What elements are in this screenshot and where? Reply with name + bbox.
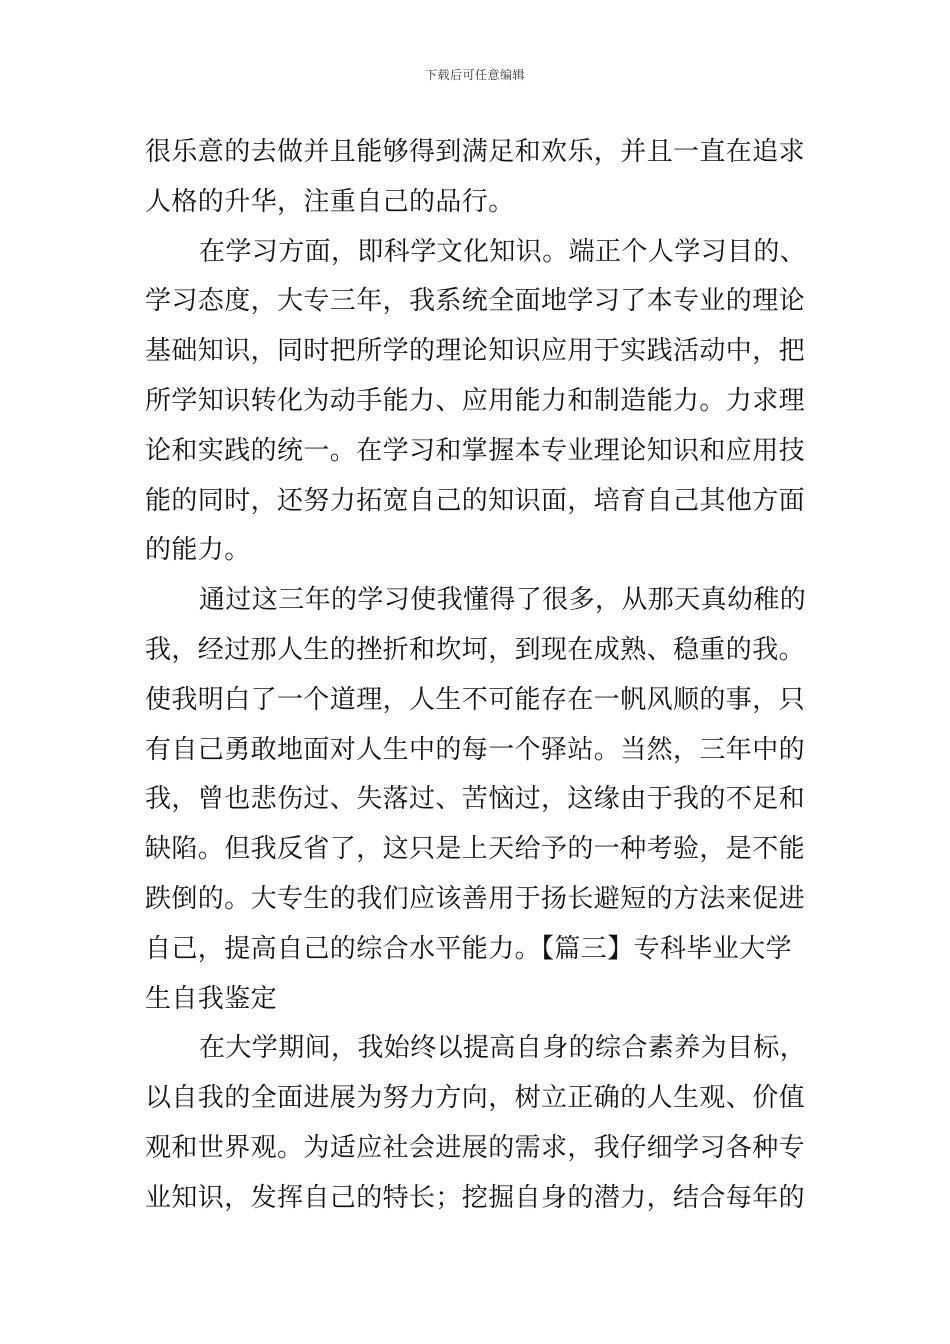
text-line: 生自我鉴定 <box>145 983 278 1014</box>
text-line: 所学知识转化为动手能力、应用能力和制造能力。力求理 <box>145 385 806 416</box>
text-line: 自己，提高自己的综合水平能力。【篇三】专科毕业大学 <box>145 933 793 964</box>
text-line: 我，曾也悲伤过、失落过、苦恼过，这缘由于我的不足和 <box>145 784 806 815</box>
text-line: 有自己勇敢地面对人生中的每一个驿站。当然，三年中的 <box>145 734 806 765</box>
text-line: 人格的升华，注重自己的品行。 <box>145 186 515 217</box>
text-line: 跌倒的。大专生的我们应该善用于扬长避短的方法来促进 <box>145 883 806 914</box>
document-body <box>145 128 809 1224</box>
page-header-note: 下载后可任意编辑 <box>424 68 525 82</box>
text-line: 基础知识，同时把所学的理论知识应用于实践活动中，把 <box>145 336 806 367</box>
text-line: 学习态度，大专三年，我系统全面地学习了本专业的理论 <box>145 286 806 317</box>
text-line: 业知识，发挥自己的特长；挖掘自身的潜力，结合每年的 <box>145 1182 806 1213</box>
text-line: 论和实践的统一。在学习和掌握本专业理论知识和应用技 <box>145 435 806 466</box>
text-line: 在大学期间，我始终以提高自身的综合素养为目标， <box>199 1033 807 1064</box>
text-line: 在学习方面，即科学文化知识。端正个人学习目的、 <box>199 236 807 267</box>
text-line: 缺陷。但我反省了，这只是上天给予的一种考验，是不能 <box>145 834 806 865</box>
text-line: 我，经过那人生的挫折和坎坷，到现在成熟、稳重的我。 <box>145 634 806 665</box>
text-line: 很乐意的去做并且能够得到满足和欢乐，并且一直在追求 <box>145 137 806 167</box>
text-line: 通过这三年的学习使我懂得了很多，从那天真幼稚的 <box>199 585 807 616</box>
text-line: 以自我的全面进展为努力方向，树立正确的人生观、价值 <box>145 1083 806 1114</box>
text-line: 的能力。 <box>145 535 251 566</box>
text-line: 观和世界观。为适应社会进展的需求，我仔细学习各种专 <box>145 1132 806 1163</box>
text-line: 使我明白了一个道理，人生不可能存在一帆风顺的事，只 <box>145 684 806 715</box>
text-line: 能的同时，还努力拓宽自己的知识面，培育自己其他方面 <box>145 485 806 516</box>
